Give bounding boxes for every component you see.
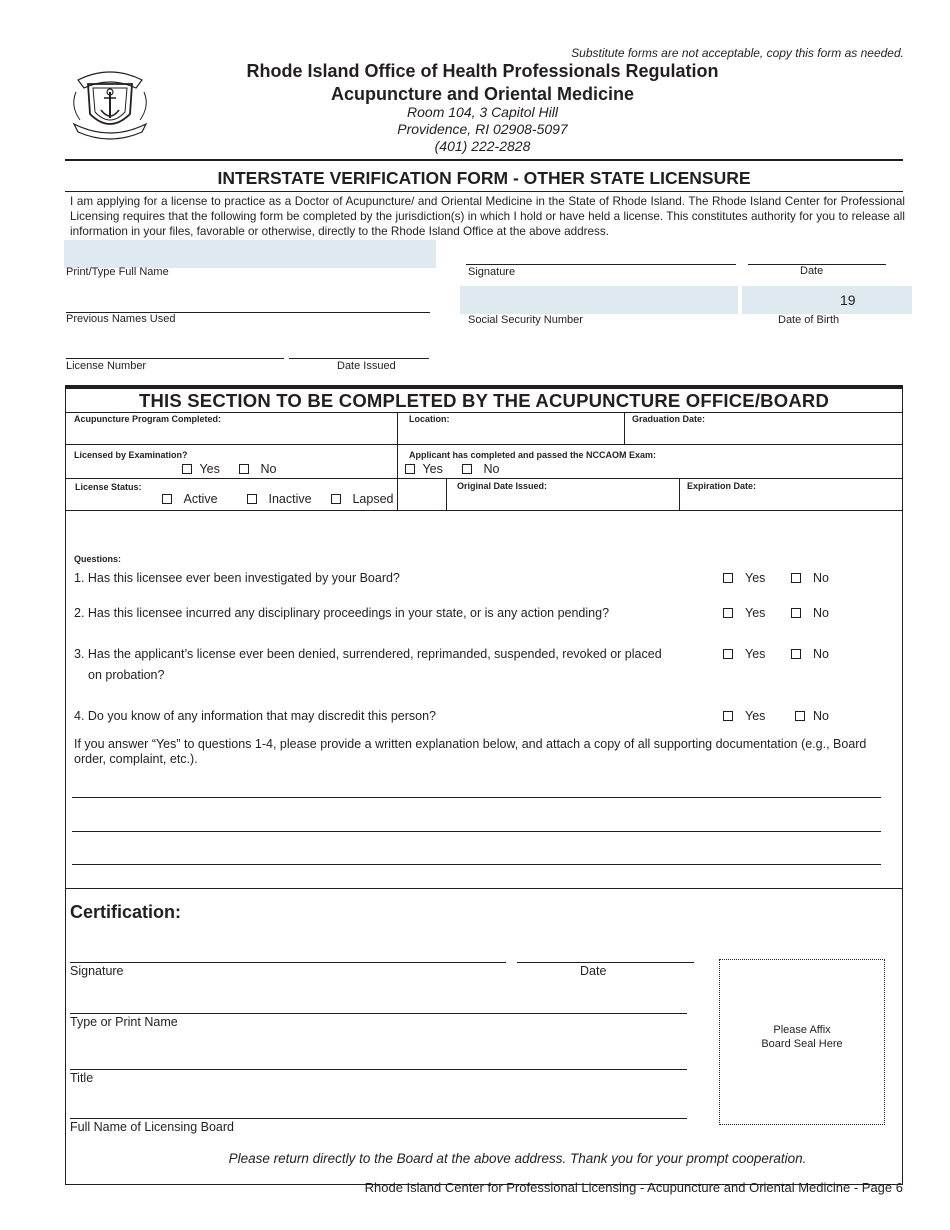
license-number-label: License Number (66, 360, 147, 372)
q4-yes-text: Yes (745, 709, 766, 723)
status-active-text: Active (183, 492, 218, 506)
row2-bottom-rule (66, 478, 902, 479)
cert-title-label: Title (70, 1071, 94, 1085)
nccaom-no-text: No (483, 462, 500, 476)
q3-yes-option[interactable] (723, 647, 765, 661)
form-title: INTERSTATE VERIFICATION FORM - OTHER STATE LICENSURE (217, 168, 751, 188)
license-status-label: License Status: (75, 482, 142, 492)
phone-number: (401) 222-2828 (434, 138, 531, 154)
row3-divider-a (446, 478, 447, 510)
row3-divider-b (679, 478, 680, 510)
status-lapsed-text: Lapsed (352, 492, 394, 506)
exam-yes-text: Yes (199, 462, 220, 476)
q4-no-checkbox[interactable] (795, 711, 805, 721)
status-inactive-option[interactable] (247, 492, 312, 506)
cert-name-label: Type or Print Name (70, 1015, 178, 1029)
q2-no-text: No (813, 606, 829, 620)
cert-signature-label: Signature (70, 964, 124, 978)
return-note: Please return directly to the Board at the above address. Thank you for your prompt cooperation. (228, 1151, 807, 1166)
q3-no-option[interactable] (791, 647, 829, 661)
cert-board-label: Full Name of Licensing Board (70, 1120, 234, 1134)
explanation-line-2[interactable] (72, 831, 881, 832)
status-lapsed-option[interactable] (331, 492, 394, 506)
q4-no-text: No (813, 709, 829, 723)
seal-instruction-line-1: Please Affix (773, 1024, 831, 1036)
explanation-line-3[interactable] (72, 864, 881, 865)
cert-board-line[interactable] (70, 1118, 687, 1119)
dob-century-prefix: 19 (840, 292, 856, 308)
page-footer: Rhode Island Center for Professional Licensing - Acupuncture and Oriental Medicine - Page 6 (364, 1180, 903, 1195)
original-date-label: Original Date Issued: (457, 481, 548, 491)
full-name-input[interactable] (64, 240, 436, 268)
status-inactive-text: Inactive (268, 492, 312, 506)
address-line-2: Providence, RI 02908-5097 (397, 121, 568, 137)
question-3-continued: on probation? (88, 668, 165, 682)
address-line-1: Room 104, 3 Capitol Hill (407, 104, 558, 120)
ssn-label: Social Security Number (468, 314, 583, 326)
q3-yes-text: Yes (745, 647, 766, 661)
graduation-date-label: Graduation Date: (632, 414, 706, 424)
row3-bottom-rule (66, 510, 902, 511)
exam-yes-option[interactable] (182, 462, 220, 476)
status-active-checkbox[interactable] (162, 494, 172, 504)
date-issued-line[interactable] (289, 358, 429, 359)
nccaom-exam-label: Applicant has completed and passed the NCCAOM Exam: (409, 450, 657, 460)
cert-date-label: Date (580, 964, 607, 978)
substitute-forms-note: Substitute forms are not acceptable, copy this form as needed. (571, 46, 904, 60)
exam-yes-checkbox[interactable] (182, 464, 192, 474)
header-divider (65, 159, 903, 161)
applicant-date-label: Date (800, 265, 824, 277)
board-seal-area (719, 959, 885, 1125)
exam-no-text: No (260, 462, 277, 476)
applicant-signature-line[interactable] (466, 264, 736, 265)
q4-no-option[interactable] (795, 709, 829, 723)
certification-divider (66, 888, 902, 889)
board-title-rule (66, 412, 902, 413)
q4-yes-option[interactable] (723, 709, 765, 723)
state-seal-logo (66, 62, 154, 142)
intro-paragraph: I am applying for a license to practice as a Doctor of Acupuncture/ and Oriental Medicine in the State of Rhode Island. The Rhode Island Center for Professional Licensing requires that the following form be completed by the jurisdiction(s) in which I hold or have held a license. This constitutes authority for you to release all information in your files, favorable or otherwise, directly to the Rhode Island Office at the above address. (70, 195, 905, 238)
q2-no-option[interactable] (791, 606, 829, 620)
seal-instruction-line-2: Board Seal Here (761, 1038, 843, 1050)
exam-no-checkbox[interactable] (239, 464, 249, 474)
cert-signature-line[interactable] (70, 962, 506, 963)
dob-label: Date of Birth (778, 314, 840, 326)
q2-yes-checkbox[interactable] (723, 608, 733, 618)
row1-divider-b (624, 412, 625, 445)
board-section-title: THIS SECTION TO BE COMPLETED BY THE ACUPUNCTURE OFFICE/BOARD (138, 390, 830, 411)
question-2: 2. Has this licensee incurred any disciplinary proceedings in your state, or is any action pending? (74, 606, 610, 620)
q1-yes-option[interactable] (723, 571, 765, 585)
date-issued-label: Date Issued (337, 360, 396, 372)
status-inactive-checkbox[interactable] (247, 494, 257, 504)
question-1: 1. Has this licensee ever been investigated by your Board? (74, 571, 400, 585)
title-underline (65, 191, 903, 192)
status-lapsed-checkbox[interactable] (331, 494, 341, 504)
row1-bottom-rule (66, 444, 902, 445)
applicant-signature-label: Signature (468, 266, 516, 278)
license-number-line[interactable] (66, 358, 284, 359)
nccaom-yes-option[interactable] (405, 462, 443, 476)
q1-no-option[interactable] (791, 571, 829, 585)
cert-name-line[interactable] (70, 1013, 687, 1014)
q3-no-checkbox[interactable] (791, 649, 801, 659)
previous-names-label: Previous Names Used (66, 313, 176, 325)
q3-yes-checkbox[interactable] (723, 649, 733, 659)
question-4: 4. Do you know of any information that may discredit this person? (74, 709, 436, 723)
status-active-option[interactable] (162, 492, 218, 506)
q1-no-text: No (813, 571, 829, 585)
location-label: Location: (409, 414, 450, 424)
q4-yes-checkbox[interactable] (723, 711, 733, 721)
ssn-input[interactable] (460, 286, 738, 314)
certification-heading: Certification: (70, 902, 182, 922)
nccaom-yes-checkbox[interactable] (405, 464, 415, 474)
nccaom-yes-text: Yes (422, 462, 443, 476)
explanation-instructions: If you answer “Yes” to questions 1-4, please provide a written explanation below, and attach a copy of all supporting documentation (e.g., Board order, complaint, etc.). (74, 737, 867, 766)
organization-name: Rhode Island Office of Health Professionals Regulation (246, 61, 719, 81)
row1-divider-a (397, 412, 398, 510)
question-3: 3. Has the applicant’s license ever been denied, surrendered, reprimanded, suspended, revoked or placed (74, 647, 662, 661)
program-completed-label: Acupuncture Program Completed: (74, 414, 222, 424)
q1-yes-text: Yes (745, 571, 766, 585)
expiration-date-label: Expiration Date: (687, 481, 757, 491)
licensed-by-exam-label: Licensed by Examination? (74, 450, 188, 460)
q2-no-checkbox[interactable] (791, 608, 801, 618)
q1-yes-checkbox[interactable] (723, 573, 733, 583)
questions-heading: Questions: (74, 554, 122, 564)
nccaom-no-checkbox[interactable] (462, 464, 472, 474)
q2-yes-option[interactable] (723, 606, 765, 620)
exam-no-option[interactable] (239, 462, 276, 476)
q1-no-checkbox[interactable] (791, 573, 801, 583)
dob-input[interactable] (742, 286, 912, 314)
explanation-line-1[interactable] (72, 797, 881, 798)
department-name: Acupuncture and Oriental Medicine (330, 84, 635, 104)
q3-no-text: No (813, 647, 829, 661)
q2-yes-text: Yes (745, 606, 766, 620)
cert-date-line[interactable] (517, 962, 694, 963)
cert-title-line[interactable] (70, 1069, 687, 1070)
full-name-label: Print/Type Full Name (66, 266, 169, 278)
nccaom-no-option[interactable] (462, 462, 499, 476)
